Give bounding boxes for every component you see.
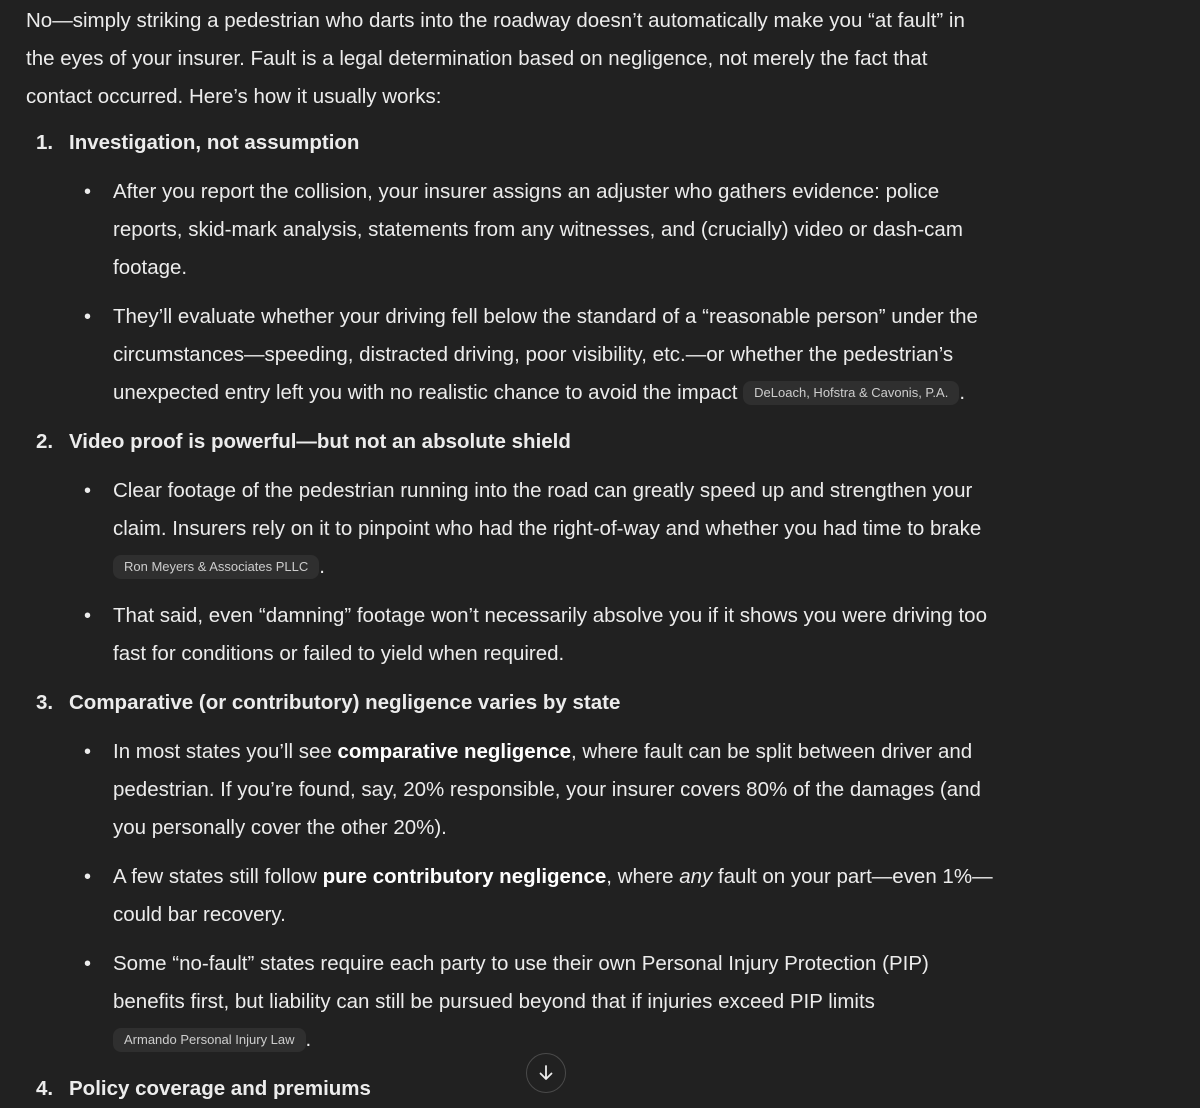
text-line [113,733,1086,771]
section-heading [36,688,1086,718]
list-item [26,298,1086,412]
bullet-icon: • [84,480,92,502]
intro-line: the eyes of your insurer. Fault is a legal determination based on negligence, not merely the fact that [26,47,928,70]
citation-chip[interactable]: Armando Personal Injury Law [113,1028,306,1052]
text-line: fast for conditions or failed to yield when required. [113,642,565,665]
bold-term: pure contributory negligence [322,865,607,888]
bullet-icon: • [84,181,92,203]
bullet-icon: • [84,605,92,627]
section-title: Video proof is powerful—but not an absolute shield [69,430,571,453]
text-line: claim. Insurers rely on it to pinpoint who had the right-of-way and whether you had time to brake [113,517,982,540]
text-line: Some “no-fault” states require each party to use their own Personal Injury Protection (PIP) [113,952,929,975]
list-section [26,427,1086,673]
text-line: After you report the collision, your insurer assigns an adjuster who gathers evidence: police [113,180,940,203]
citation-period: . [305,1028,312,1051]
list-item [26,945,1086,1059]
section-title: Policy coverage and premiums [69,1077,371,1100]
citation-period: . [959,381,966,404]
section-number: 3. [36,691,54,714]
text-line: could bar recovery. [113,903,286,926]
bullet-icon: • [84,953,92,975]
section-number: 4. [36,1077,54,1100]
bullet-icon: • [84,866,92,888]
text-line [113,1021,1086,1059]
section-title: Investigation, not assumption [69,131,360,154]
text-line: That said, even “damning” footage won’t necessarily absolve you if it shows you were driving too [113,604,987,627]
text-line [113,374,1086,412]
bullet-list [26,472,1086,673]
citation-period: . [319,555,325,578]
text-line: benefits first, but liability can still be pursued beyond that if injuries exceed PIP limits [113,990,875,1013]
list-item [26,733,1086,847]
text-segment: fault on your part—even 1%— [712,865,993,888]
list-item [26,858,1086,934]
intro-paragraph [26,1,1086,116]
text-line [113,858,1086,896]
text-line: They’ll evaluate whether your driving fell below the standard of a “reasonable person” under the [113,305,978,328]
text-segment: A few states still follow [113,865,323,888]
list-section [26,128,1086,412]
bullet-list [26,733,1086,1059]
list-item [26,173,1086,287]
intro-line: No—simply striking a pedestrian who darts into the roadway doesn’t automatically make you “at fault” in [26,9,965,32]
text-segment: unexpected entry left you with no realistic chance to avoid the impact [113,381,738,404]
section-heading [36,427,1086,457]
text-line: footage. [113,256,188,279]
numbered-list [26,128,1086,1104]
text-line: circumstances—speeding, distracted driving, poor visibility, etc.—or whether the pedestrian’s [113,343,954,366]
scroll-to-bottom-button[interactable] [526,1053,566,1093]
assistant-message [26,0,1086,1104]
text-segment: , where [606,865,680,888]
section-title: Comparative (or contributory) negligence varies by state [69,691,621,714]
bold-term: comparative negligence [337,740,572,763]
text-line: you personally cover the other 20%). [113,816,447,839]
text-line: Clear footage of the pedestrian running into the road can greatly speed up and strengthen your [113,479,973,502]
list-section [26,688,1086,1059]
section-number: 1. [36,131,54,154]
intro-line: contact occurred. Here’s how it usually works: [26,85,442,108]
text-line: reports, skid-mark analysis, statements from any witnesses, and (crucially) video or dash-cam [113,218,963,241]
text-segment: , where fault can be split between driver and [571,740,973,763]
citation-chip[interactable]: Ron Meyers & Associates PLLC [113,555,319,579]
list-item [26,597,1086,673]
arrow-down-icon [537,1064,555,1082]
text-line: pedestrian. If you’re found, say, 20% responsible, your insurer covers 80% of the damages (and [113,778,981,801]
text-segment: In most states you’ll see [113,740,338,763]
text-line [113,548,1086,586]
citation-chip[interactable]: DeLoach, Hofstra & Cavonis, P.A. [743,381,959,405]
section-heading [36,128,1086,158]
bullet-icon: • [84,306,92,328]
section-number: 2. [36,430,54,453]
list-item [26,472,1086,586]
italic-term: any [679,865,713,888]
bullet-icon: • [84,741,92,763]
bullet-list [26,173,1086,412]
